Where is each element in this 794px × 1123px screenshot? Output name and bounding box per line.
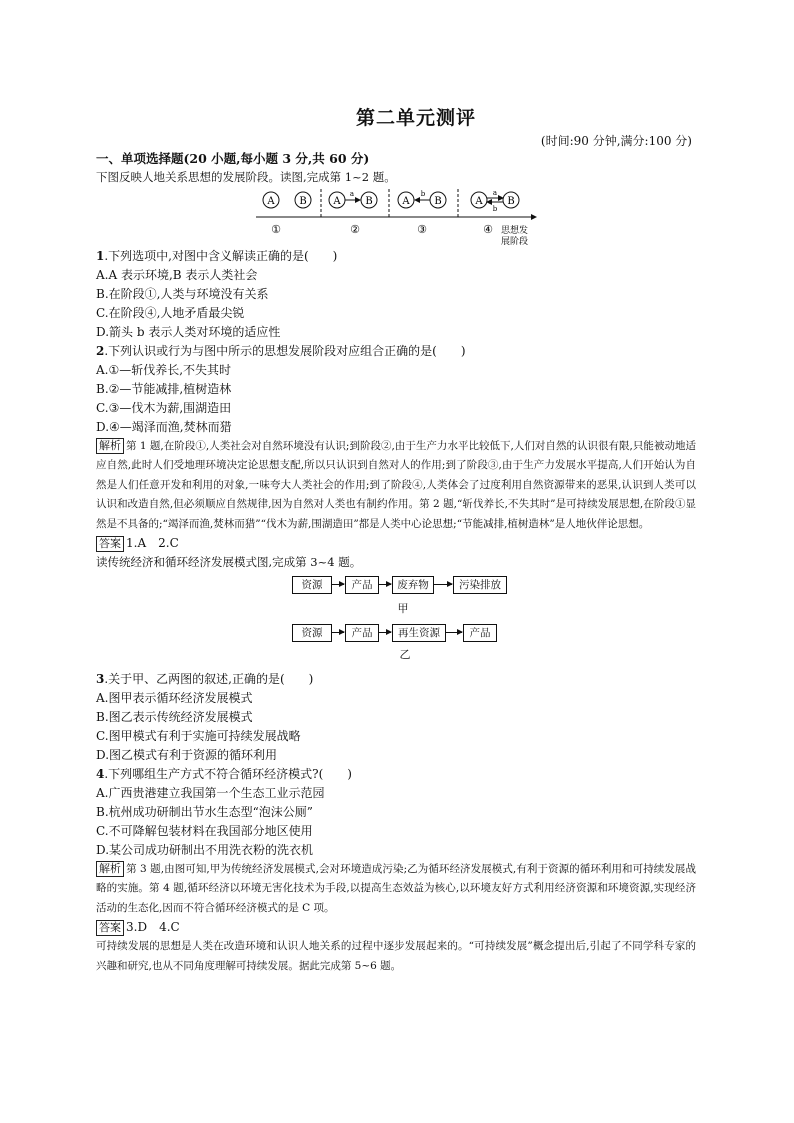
axis-label: 思想发	[501, 225, 529, 236]
axis-label-2: 展阶段	[501, 236, 529, 247]
svg-text:B: B	[365, 195, 373, 207]
document-page	[96, 104, 696, 976]
svg-text:A: A	[333, 195, 341, 207]
svg-text:a: a	[349, 189, 355, 198]
stage-1-label: ①	[271, 222, 281, 236]
question-intro-3-4: 读传统经济和循环经济发展模式图,完成第 3~4 题。	[96, 555, 362, 569]
jia-node-pollution: 污染排放	[453, 576, 507, 594]
question-4: 4.下列哪组生产方式不符合循环经济模式?( )	[96, 766, 352, 781]
question-2: 2.下列认识或行为与图中所示的思想发展阶段对应组合正确的是( )	[96, 343, 466, 358]
explanation-tag: 解析	[96, 438, 124, 454]
human-land-relation-figure	[96, 187, 696, 247]
q4-option-b: B.杭州成功研制出节水生态型“泡沫公厕”	[96, 804, 313, 819]
q4-option-d: D.某公司成功研制出不用洗衣粉的洗衣机	[96, 842, 314, 857]
q1-option-d: D.箭头 b 表示人类对环境的适应性	[96, 324, 281, 339]
explanation-3-4: 解析 第 3 题,由图可知,甲为传统经济发展模式,会对环境造成污染;乙为循环经济发展模式,有利于资源的循环利用和可持续发展战略的实施。第 4 题,循环经济以环境无害化技术为手段,以提高生态效益为核心,以环境友好方式利用经济资源和环境资源,实现经济活动的生态化,因而不符合循环经济模式的是 C 项。	[96, 861, 696, 914]
page-title: 第二单元测评	[355, 107, 476, 129]
yi-node-product-2: 产品	[463, 624, 497, 642]
svg-text:a: a	[492, 188, 498, 197]
svg-text:b: b	[420, 189, 426, 198]
svg-text:A: A	[475, 195, 483, 207]
section-heading: 一、单项选择题(20 小题,每小题 3 分,共 60 分)	[96, 151, 370, 166]
jia-arrow	[331, 584, 344, 585]
figure-label-jia: 甲	[397, 601, 409, 615]
q4-option-c: C.不可降解包装材料在我国部分地区使用	[96, 823, 313, 838]
yi-arrow	[331, 632, 344, 633]
q1-option-c: C.在阶段④,人地矛盾最尖锐	[96, 305, 245, 320]
answer-1-2: 答案 1.A 2.C	[96, 534, 696, 553]
q2-option-c: C.③—伐木为薪,围湖造田	[96, 400, 232, 415]
answer-3-4: 答案 3.D 4.C	[96, 918, 696, 937]
q1-option-b: B.在阶段①,人类与环境没有关系	[96, 286, 269, 301]
q2-option-a: A.①—斩伐养长,不失其时	[96, 362, 232, 377]
answer-tag: 答案	[96, 536, 124, 552]
q1-option-a: A.A 表示环境,B 表示人类社会	[96, 267, 258, 282]
q3-option-b: B.图乙表示传统经济发展模式	[96, 709, 253, 724]
q2-option-d: D.④—竭泽而渔,焚林而猎	[96, 419, 232, 434]
q2-option-b: B.②—节能减排,植树造林	[96, 381, 232, 396]
stage-3-label: ③	[417, 222, 427, 236]
q4-option-a: A.广西贵港建立我国第一个生态工业示范园	[96, 785, 325, 800]
svg-text:B: B	[507, 195, 515, 207]
answer-tag: 答案	[96, 920, 124, 936]
stage-4-label: ④	[483, 222, 493, 236]
explanation-tag: 解析	[96, 861, 124, 877]
jia-node-product: 产品	[345, 576, 379, 594]
yi-node-resource: 资源	[292, 624, 332, 642]
stage-2-label: ②	[350, 222, 360, 236]
label-a: A	[267, 195, 275, 207]
figure-label-yi: 乙	[399, 647, 411, 661]
q3-option-c: C.图甲模式有利于实施可持续发展战略	[96, 728, 301, 743]
jia-node-waste: 废弃物	[392, 576, 434, 594]
jia-node-resource: 资源	[292, 576, 332, 594]
svg-text:B: B	[434, 195, 442, 207]
stage-diagram	[96, 187, 696, 247]
label-b: B	[299, 195, 307, 207]
economy-model-figure-jia	[96, 572, 696, 639]
yi-node-recycled: 再生资源	[392, 624, 446, 642]
svg-text:b: b	[492, 204, 498, 213]
question-1: 1.下列选项中,对图中含义解读正确的是( )	[96, 248, 338, 263]
q3-option-a: A.图甲表示循环经济发展模式	[96, 690, 253, 705]
yi-node-product: 产品	[345, 624, 379, 642]
q3-option-d: D.图乙模式有利于资源的循环利用	[96, 747, 278, 762]
question-intro-1-2: 下图反映人地关系思想的发展阶段。读图,完成第 1~2 题。	[96, 170, 396, 184]
svg-text:A: A	[402, 195, 410, 207]
exam-info: (时间:90 分钟,满分:100 分)	[540, 134, 692, 148]
explanation-1-2: 解析 第 1 题,在阶段①,人类社会对自然环境没有认识;到阶段②,由于生产力水平比较低下,人们对自然的认识很有限,只能被动地适应自然,此时人们受地理环境决定论思想支配,所以只认识到自然对人的作用;到了阶段③,由于生产力发展水平提高,人们开始认为自然是人们任意开发和利用的对象,一味夸大人类社会的作用;到了阶段④,人类体会了过度利用自然资源带来的恶果,认识到人类可以认识和改造自然,但必须顺应自然规律,因为自然对人类也有制约作用。第 2 题,“斩伐养长,不失其时”是可持续发展思想,在阶段①显然是不具备的;“竭泽而渔,焚林而猎”“伐木为薪,围湖造田”都是人类中心论思想;“节能减排,植树造林”是人地伙伴论思想。	[96, 438, 696, 530]
question-3: 3.关于甲、乙两图的叙述,正确的是( )	[96, 671, 314, 686]
question-intro-5-6: 可持续发展的思想是人类在改造环境和认识人地关系的过程中逐步发展起来的。“可持续发展”概念提出后,引起了不同学科专家的兴趣和研究,也从不同角度理解可持续发展。据此完成第 5~6 题。	[96, 940, 696, 972]
